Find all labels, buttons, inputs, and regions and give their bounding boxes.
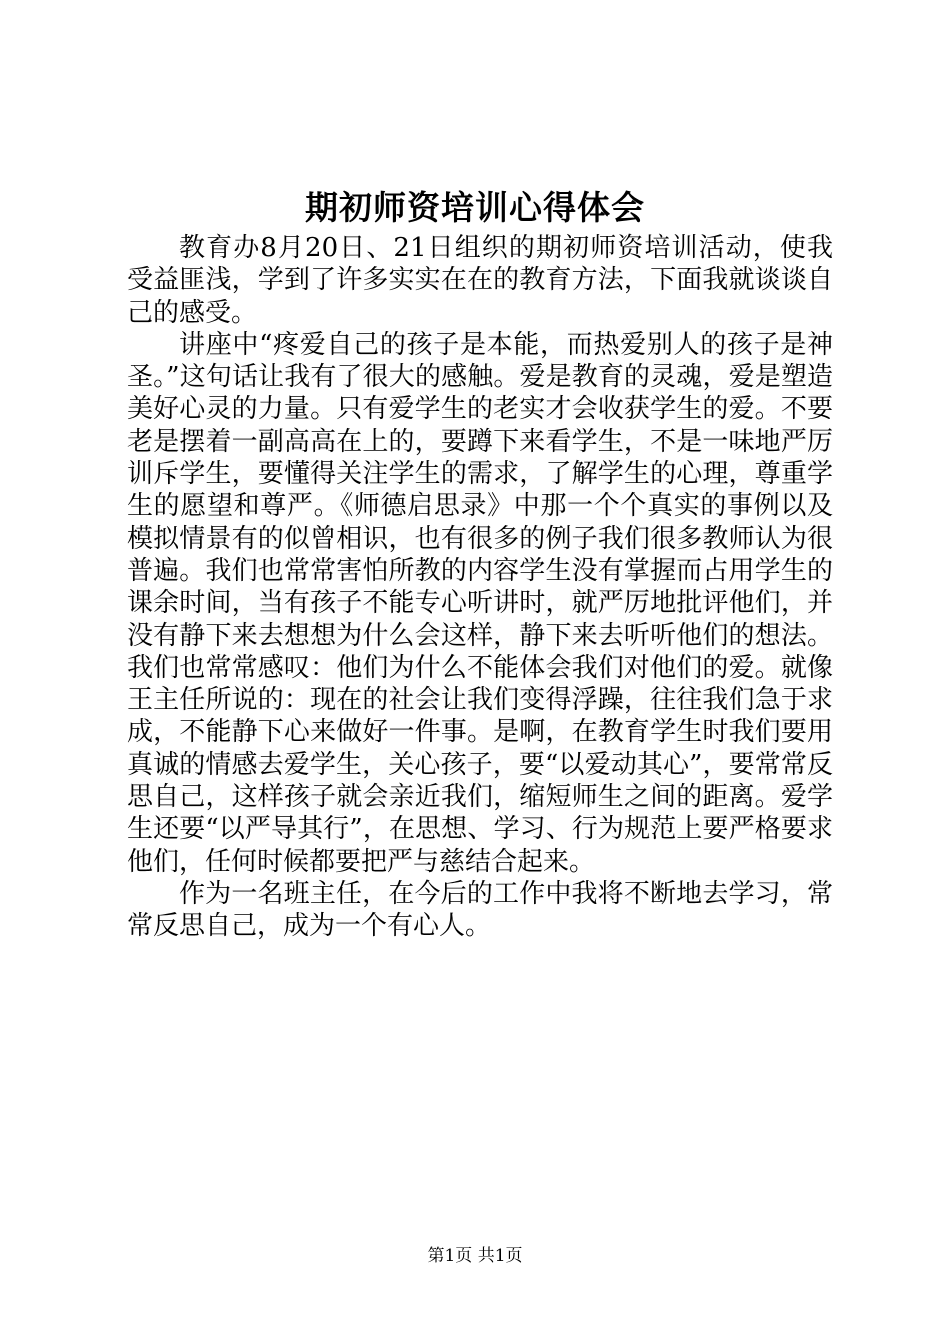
page-footer: 第1页 共1页 [427,1246,523,1266]
paragraph-1: 教育办8月20日、21日组织的期初师资培训活动，使我受益匪浅，学到了许多实实在在的教育方法，下面我就谈谈自己的感受。 [127,233,833,328]
paragraph-2: 讲座中“疼爱自己的孩子是本能，而热爱别人的孩子是神圣。”这句话让我有了很大的感触。爱是教育的灵魂，爱是塑造美好心灵的力量。只有爱学生的老实才会收获学生的爱。不要老是摆着一副高高在上的，要蹲下来看学生，不是一味地严厉训斥学生，要懂得关注学生的需求，了解学生的心理，尊重学生的愿望和尊严。《师德启思录》中那一个个真实的事例以及模拟情景有的似曾相识，也有很多的例子我们很多教师认为很普遍。我们也常常害怕所教的内容学生没有掌握而占用学生的课余时间，当有孩子不能专心听讲时，就严厉地批评他们，并没有静下来去想想为什么会这样，静下来去听听他们的想法。我们也常常感叹：他们为什么不能体会我们对他们的爱。就像王主任所说的：现在的社会让我们变得浮躁，往往我们急于求成，不能静下心来做好一件事。是啊，在教育学生时我们要用真诚的情感去爱学生，关心孩子，要“以爱动其心”，要常常反思自己，这样孩子就会亲近我们，缩短师生之间的距离。爱学生还要“以严导其行”，在思想、学习、行为规范上要严格要求他们，任何时候都要把严与慈结合起来。 [127,329,833,877]
document-body [127,232,833,943]
paragraph-3: 作为一名班主任，在今后的工作中我将不断地去学习，常常反思自己，成为一个有心人。 [127,878,833,942]
document-title: 期初师资培训心得体会 [305,188,645,227]
